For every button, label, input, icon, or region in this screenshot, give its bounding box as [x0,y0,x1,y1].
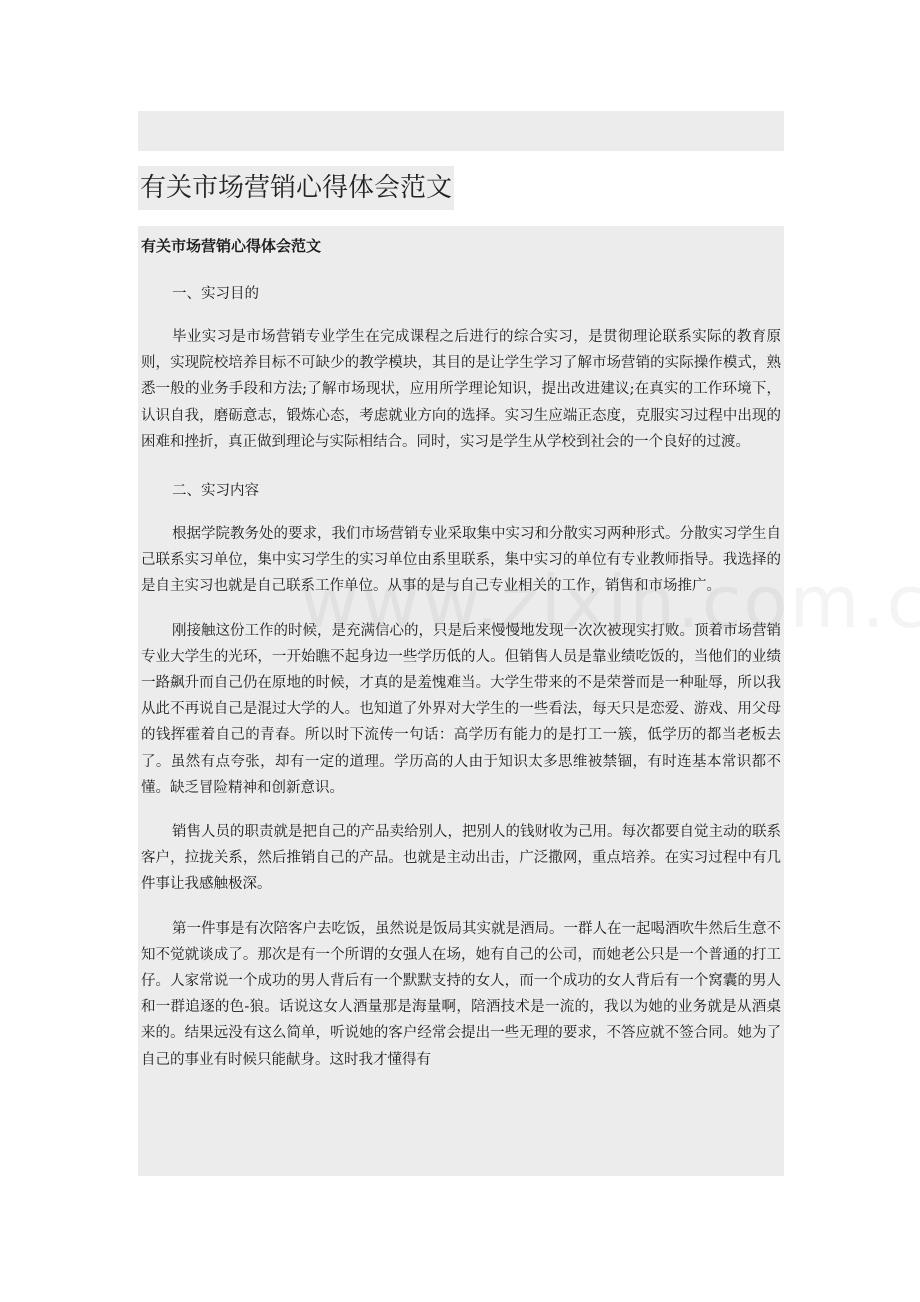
paragraph: 毕业实习是市场营销专业学生在完成课程之后进行的综合实习，是贯彻理论联系实际的教育原则，实现院校培养目标不可缺少的教学模块，其目的是让学生学习了解市场营销的实际操作模式，熟悉一般的业务手段和方法;了解市场现状，应用所学理论知识，提出改进建议;在真实的工作环境下，认识自我，磨砺意志，锻炼心态，考虑就业方向的选择。实习生应端正态度，克服实习过程中出现的困难和挫折，真正做到理论与实际相结合。同时，实习是学生从学校到社会的一个良好的过渡。 [141,329,781,450]
header-bar [138,111,784,151]
document-subtitle: 有关市场营销心得体会范文 [141,237,322,255]
paragraph: 刚接触这份工作的时候，是充满信心的，只是后来慢慢地发现一次次被现实打败。顶着市场营销专业大学生的光环，一开始瞧不起身边一些学历低的人。但销售人员是靠业绩吃饭的，当他们的业绩一路飙升而自己仍在原地的时候，才真的是羞愧难当。大学生带来的不是荣誉而是一种耻辱，所以我从此不再说自己是混过大学的人。也知道了外界对大学生的一些看法，每天只是恋爱、游戏、用父母的钱挥霍着自己的青春。所以时下流传一句话：高学历有能力的是打工一簇，低学历的都当老板去了。虽然有点夸张，却有一定的道理。学历高的人由于知识太多思维被禁锢，有时连基本常识都不懂。缺乏冒险精神和创新意识。 [141,622,781,796]
section-heading-content: 二、实习内容 [172,483,259,500]
paragraph: 第一件事是有次陪客户去吃饭，虽然说是饭局其实就是酒局。一群人在一起喝酒吹牛然后生意不知不觉就谈成了。那次是有一个所谓的女强人在场，她有自己的公司，而她老公只是一个普通的打工仔。人家常说一个成功的男人背后有一个默默支持的女人，而一个成功的女人背后有一个窝囊的男人和一群追逐的色-狼。话说这女人酒量那是海量啊，陪酒技术是一流的，我以为她的业务就是从酒桌来的。结果远没有这么简单，听说她的客户经常会提出一些无理的要求，不答应就不签合同。她为了自己的事业有时候只能献身。这时我才懂得有 [141,920,781,1068]
paragraph: 根据学院教务处的要求，我们市场营销专业采取集中实习和分散实习两种形式。分散实习学生自己联系实习单位，集中实习学生的实习单位由系里联系，集中实习的单位有专业教师指导。我选择的是自主实习也就是自己联系工作单位。从事的是与自己专业相关的工作，销售和市场推广。 [141,526,781,595]
paragraph: 销售人员的职责就是把自己的产品卖给别人，把别人的钱财收为己用。每次都要自觉主动的联系客户，拉拢关系，然后推销自己的产品。也就是主动出击，广泛撒网，重点培养。在实习过程中有几件事让我感触极深。 [141,824,781,893]
section-heading-purpose: 一、实习目的 [172,286,259,302]
page-title: 有关市场营销心得体会范文 [138,166,454,210]
document-body [138,226,784,1176]
